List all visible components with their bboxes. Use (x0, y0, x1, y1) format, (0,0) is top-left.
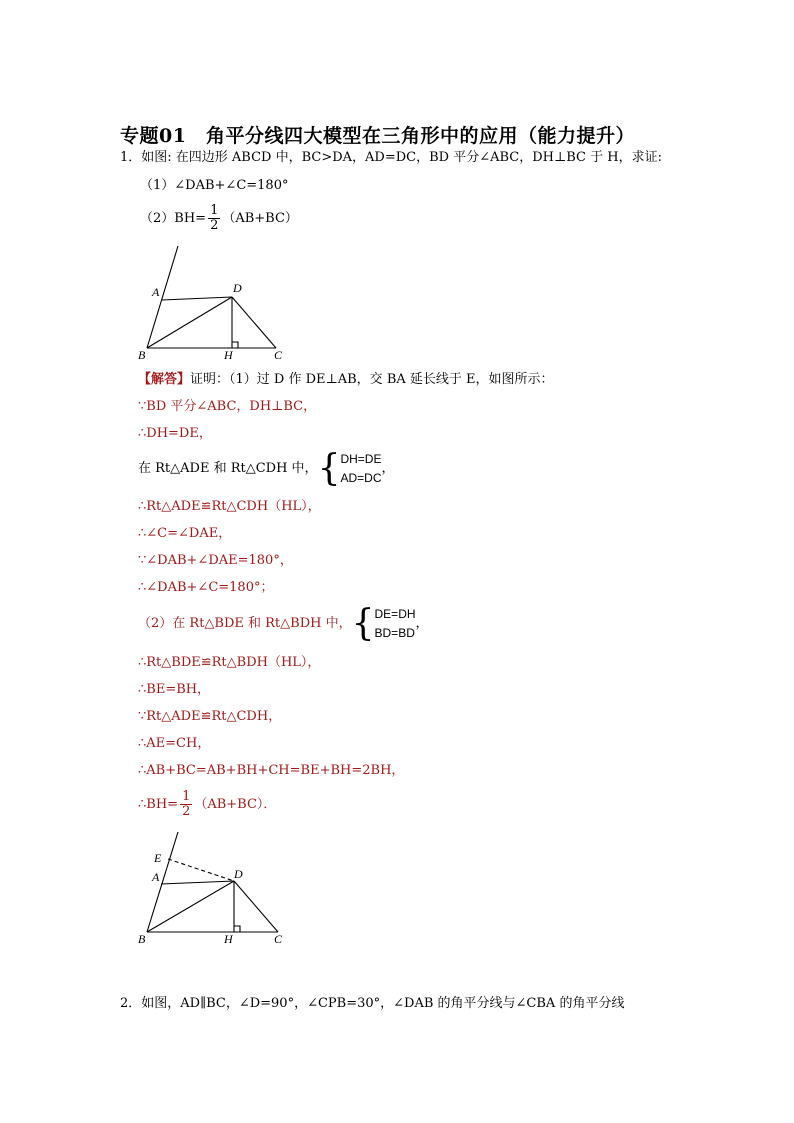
fig2-segment-ad (161, 881, 234, 884)
fig2-label-d: D (234, 867, 243, 881)
question-1-part-2 (140, 204, 298, 233)
solution-tag: 【解答】 (138, 372, 191, 387)
part-2-suffix: （AB+BC） (222, 211, 298, 226)
fig2-right-angle-mark (234, 926, 240, 932)
equation-system-2 (375, 605, 416, 643)
solution-line-2: ∵BD 平分∠ABC，DH⊥BC， (138, 399, 317, 414)
solution-line-5: ∴Rt△ADE≌Rt△CDH（HL）， (138, 499, 321, 514)
line-9-end: ， (415, 616, 429, 631)
fraction-denominator: 2 (182, 804, 191, 819)
fig2-label-h: H (224, 932, 233, 946)
system-2-eq-2: BD=BD (374, 626, 415, 640)
solution-line-13: ∴AE=CH， (138, 736, 211, 751)
fig2-segment-dc (234, 881, 278, 932)
system-1-eq-1: DH=DE (340, 452, 382, 466)
fraction-numerator: 1 (182, 789, 191, 804)
fraction-numerator: 1 (210, 203, 219, 218)
solution-line-3: ∴DH=DE， (138, 426, 212, 441)
line-4-end: ， (381, 461, 395, 476)
solution-line-6: ∴∠C=∠DAE， (138, 526, 232, 541)
system-1-eq-2: AD=DC (340, 471, 382, 485)
solution-line-1 (138, 371, 554, 389)
line-15-prefix: ∴BH= (138, 797, 179, 812)
question-1-part-1: （1）∠DAB+∠C=180° (140, 178, 289, 193)
fig1-label-d: D (233, 281, 242, 295)
solution-line-12: ∵Rt△ADE≌Rt△CDH， (138, 709, 282, 724)
line-9-text: （2）在 Rt△BDE 和 Rt△BDH 中， (138, 616, 352, 631)
fraction-half (180, 790, 192, 819)
fig2-label-a: A (152, 870, 160, 884)
solution-line-4 (138, 450, 395, 488)
solution-line-7: ∵∠DAB+∠DAE=180°， (138, 553, 293, 568)
solution-line-10: ∴Rt△BDE≌Rt△BDH（HL）， (138, 655, 321, 670)
equation-system-1 (340, 450, 381, 488)
fraction-half (208, 204, 220, 233)
fig1-right-angle-mark (232, 342, 238, 348)
solution-intro: 证明：（1）过 D 作 DE⊥AB，交 BA 延长线于 E，如图所示： (190, 372, 554, 387)
fig2-label-e: E (154, 851, 162, 865)
solution-line-11: ∴BE=BH， (138, 682, 211, 697)
line-4-text: 在 Rt△ADE 和 Rt△CDH 中， (138, 461, 318, 476)
fraction-denominator: 2 (210, 218, 219, 233)
fig1-label-a: A (152, 285, 160, 299)
part-2-prefix: （2）BH= (140, 211, 207, 226)
fig1-segment-dc (232, 297, 276, 348)
page-title: 专题01 角平分线四大模型在三角形中的应用（能力提升） (120, 125, 635, 147)
solution-line-8: ∴∠DAB+∠C=180°； (138, 580, 274, 595)
left-brace: { (317, 448, 341, 489)
fig1-label-b: B (138, 348, 146, 362)
fig1-segment-ad (162, 297, 232, 300)
fig2-label-c: C (274, 932, 283, 946)
line-15-suffix: （AB+BC）． (194, 797, 277, 812)
solution-line-15 (138, 790, 276, 819)
solution-line-14: ∴AB+BC=AB+BH+CH=BE+BH=2BH， (138, 763, 405, 778)
solution-line-9 (138, 605, 429, 643)
question-2-stem: 2．如图，AD∥BC，∠D=90°，∠CPB=30°，∠DAB 的角平分线与∠CBA 的角平分线 (120, 996, 625, 1011)
figure-1-quadrilateral (130, 240, 300, 365)
fig1-label-h: H (224, 348, 233, 362)
fig2-label-b: B (138, 932, 146, 946)
left-brace: { (351, 603, 375, 644)
fig1-label-c: C (274, 348, 283, 362)
figure-2-quadrilateral (130, 828, 300, 953)
fig2-dashed-de (168, 859, 234, 881)
question-1-stem: 1．如图: 在四边形 ABCD 中，BC>DA，AD=DC，BD 平分∠ABC，DH⊥BC 于 H，求证: (120, 150, 662, 165)
system-2-eq-1: DE=DH (374, 607, 416, 621)
